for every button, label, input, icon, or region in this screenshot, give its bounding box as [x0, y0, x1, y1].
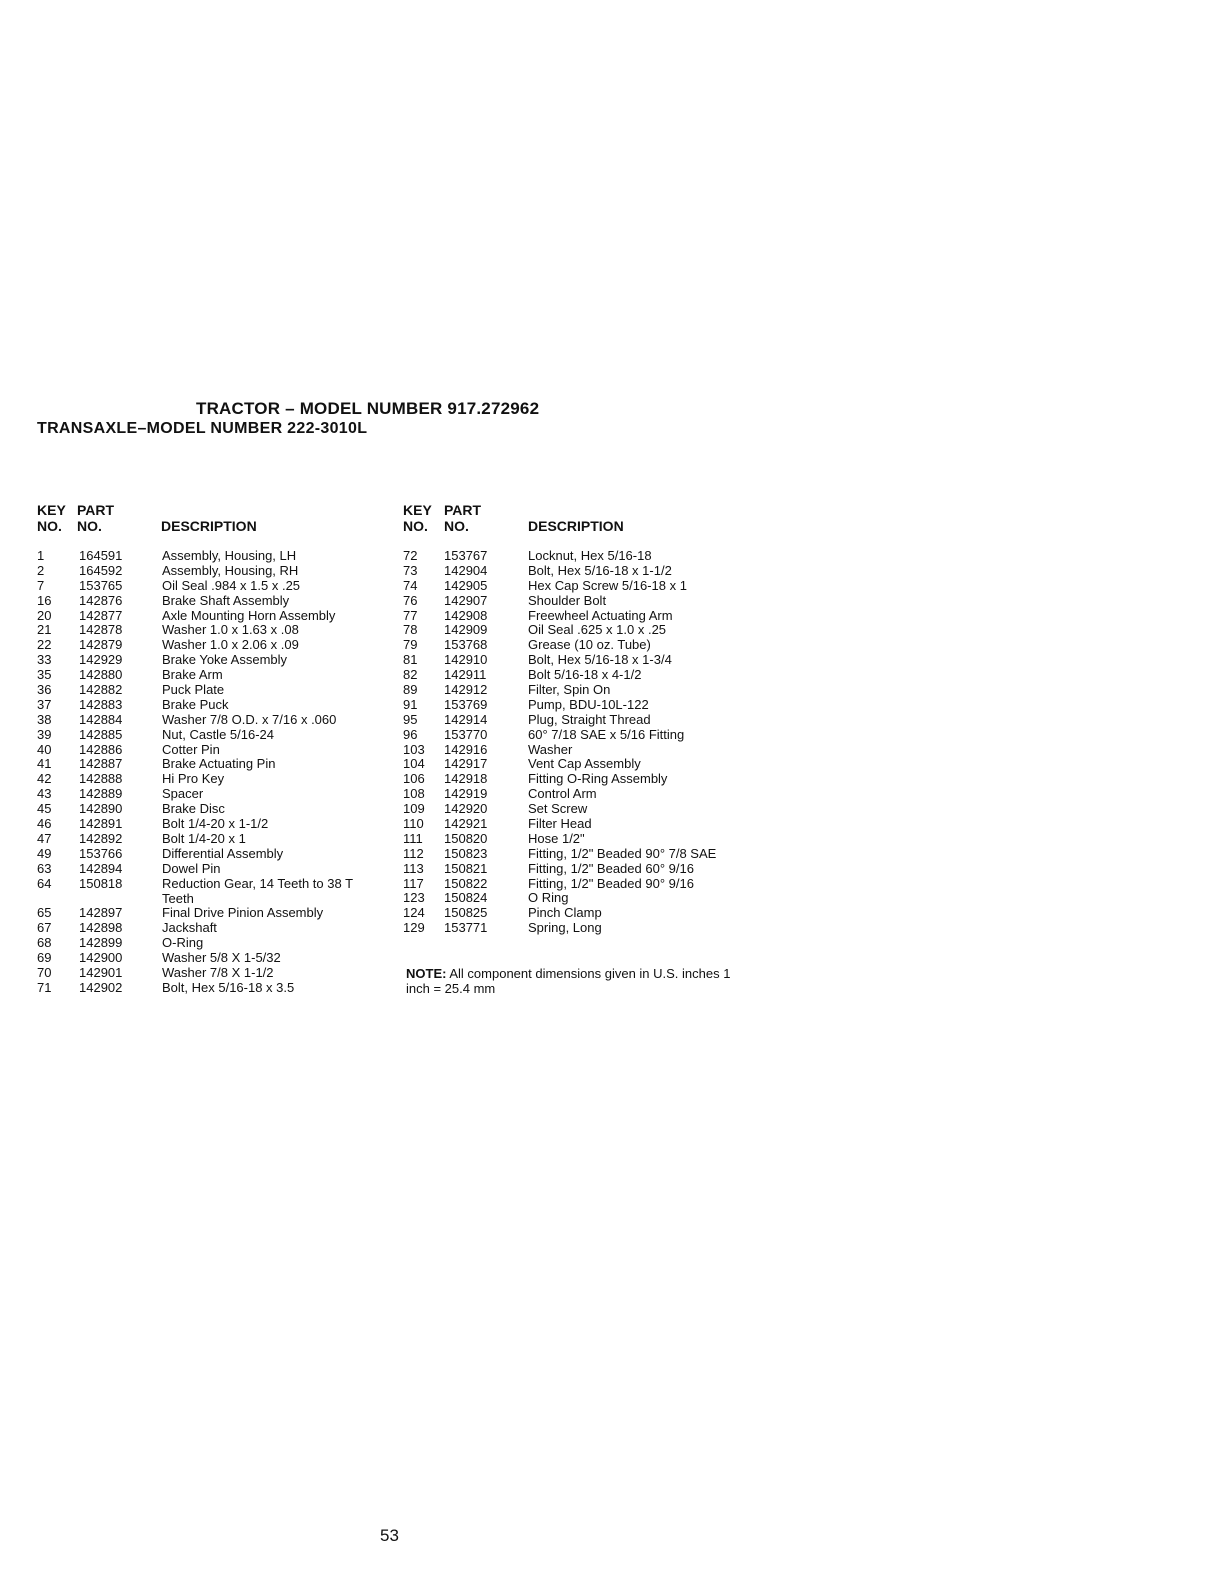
part-description: Jackshaft: [162, 920, 217, 936]
page-number: 53: [380, 1526, 399, 1545]
key-number: 124: [403, 905, 425, 921]
part-description: Control Arm: [528, 786, 597, 802]
key-number: 79: [403, 637, 418, 653]
note-text: All component dimensions given in U.S. inches 1 inch = 25.4 mm: [406, 966, 731, 996]
list-item: [403, 772, 748, 787]
part-number: 153766: [79, 845, 123, 861]
dimensions-note: [406, 966, 746, 996]
key-number: 45: [37, 801, 52, 817]
key-number: 38: [37, 711, 52, 727]
part-number: 150824: [444, 890, 488, 906]
list-item: [37, 638, 382, 653]
part-description: Bolt, Hex 5/16-18 x 1-1/2: [528, 562, 672, 578]
part-number: 142920: [444, 801, 488, 817]
list-item: [37, 579, 382, 594]
key-number: 112: [403, 845, 424, 861]
part-description: Fitting O-Ring Assembly: [528, 771, 668, 787]
part-description: Bolt 1/4-20 x 1: [162, 830, 246, 846]
list-item: [403, 787, 748, 802]
key-number: 39: [37, 726, 52, 742]
part-description: Fitting, 1/2" Beaded 90° 7/8 SAE: [528, 845, 717, 861]
part-number: 153769: [444, 696, 488, 712]
list-item: [37, 623, 382, 638]
key-number: 109: [403, 801, 425, 817]
key-number: 42: [37, 771, 52, 787]
list-item: [403, 862, 748, 877]
part-description: Brake Arm: [162, 667, 223, 683]
key-number: 46: [37, 816, 52, 832]
list-item: [37, 802, 382, 817]
part-description: Reduction Gear, 14 Teeth to 38 T Teeth: [162, 875, 353, 906]
key-number: 71: [37, 979, 52, 995]
part-description: Filter Head: [528, 816, 592, 832]
part-number: 142883: [79, 696, 123, 712]
part-number: 142904: [444, 562, 488, 578]
part-number: 150820: [444, 830, 488, 846]
list-item: [403, 817, 748, 832]
key-number: 96: [403, 726, 418, 742]
part-number: 142890: [79, 801, 123, 817]
part-description: Dowel Pin: [162, 860, 221, 876]
list-item: [37, 936, 382, 951]
key-number: 40: [37, 741, 52, 757]
part-number: 142905: [444, 577, 488, 593]
part-number: 142898: [79, 920, 123, 936]
part-number: 150821: [444, 860, 488, 876]
list-item: [403, 891, 748, 906]
key-number: 74: [403, 577, 418, 593]
part-description: Freewheel Actuating Arm: [528, 607, 673, 623]
list-item: [37, 713, 382, 728]
part-number: 142899: [79, 935, 123, 951]
key-number: 47: [37, 830, 52, 846]
part-number: 142909: [444, 622, 488, 638]
part-description: Pinch Clamp: [528, 905, 602, 921]
key-number: 69: [37, 950, 52, 966]
part-description: Fitting, 1/2" Beaded 60° 9/16: [528, 860, 694, 876]
part-number: 142907: [444, 592, 488, 608]
list-item: [403, 623, 748, 638]
part-number: 142877: [79, 607, 123, 623]
list-item: [37, 951, 382, 966]
part-description: Differential Assembly: [162, 845, 284, 861]
list-item: [403, 594, 748, 609]
part-description: Vent Cap Assembly: [528, 756, 641, 772]
left-description-header: DESCRIPTION: [161, 518, 257, 534]
part-number: 142914: [444, 711, 488, 727]
key-number: 123: [403, 890, 425, 906]
list-item: [37, 817, 382, 832]
part-number: 142897: [79, 905, 123, 921]
key-number: 41: [37, 756, 52, 772]
list-item: [37, 757, 382, 772]
list-item: [37, 847, 382, 862]
part-description: Puck Plate: [162, 682, 225, 698]
key-number: 65: [37, 905, 52, 921]
part-description: Final Drive Pinion Assembly: [162, 905, 324, 921]
list-item: [37, 683, 382, 698]
part-description: Nut, Castle 5/16-24: [162, 726, 275, 742]
part-number: 164592: [79, 562, 123, 578]
part-description: Brake Yoke Assembly: [162, 652, 288, 668]
list-item: [37, 549, 382, 564]
key-number: 1: [37, 548, 45, 563]
list-item: [37, 981, 382, 996]
part-description: Shoulder Bolt: [528, 592, 607, 608]
key-number: 68: [37, 935, 52, 951]
part-description: Bolt, Hex 5/16-18 x 3.5: [162, 979, 295, 995]
list-item: [403, 609, 748, 624]
part-number: 142902: [79, 979, 123, 995]
part-description: Locknut, Hex 5/16-18: [528, 548, 652, 563]
list-item: [37, 653, 382, 668]
list-item: [37, 564, 382, 579]
part-number: 142908: [444, 607, 488, 623]
part-number: 142921: [444, 816, 488, 832]
key-number: 108: [403, 786, 425, 802]
part-number: 142894: [79, 860, 123, 876]
part-number: 142888: [79, 771, 123, 787]
key-number: 73: [403, 562, 418, 578]
part-description: Washer 5/8 X 1-5/32: [162, 950, 281, 966]
key-number: 43: [37, 786, 52, 802]
part-description: Bolt, Hex 5/16-18 x 1-3/4: [528, 652, 672, 668]
list-item: [403, 579, 748, 594]
part-description: Bolt 5/16-18 x 4-1/2: [528, 667, 642, 683]
right-parts-list: [403, 549, 748, 936]
key-number: 63: [37, 860, 52, 876]
part-number: 142912: [444, 682, 488, 698]
list-item: [403, 877, 748, 892]
key-number: 106: [403, 771, 425, 787]
part-number: 142876: [79, 592, 123, 608]
key-number: 77: [403, 607, 418, 623]
list-item: [403, 832, 748, 847]
key-number: 104: [403, 756, 425, 772]
list-item: [403, 757, 748, 772]
part-number: 142916: [444, 741, 488, 757]
part-number: 142886: [79, 741, 123, 757]
part-description: Fitting, 1/2" Beaded 90° 9/16: [528, 875, 694, 891]
part-number: 142917: [444, 756, 488, 772]
part-description: Filter, Spin On: [528, 682, 611, 698]
list-item: [37, 921, 382, 936]
key-number: 111: [403, 830, 423, 846]
key-number: 22: [37, 637, 52, 653]
key-number: 129: [403, 920, 425, 936]
list-item: [37, 772, 382, 787]
part-description: Washer 1.0 x 2.06 x .09: [162, 637, 299, 653]
part-description: Washer 1.0 x 1.63 x .08: [162, 622, 299, 638]
part-number: 164591: [79, 548, 123, 563]
part-description: Spring, Long: [528, 920, 602, 936]
part-description: Assembly, Housing, RH: [162, 562, 299, 578]
part-description: Hose 1/2": [528, 830, 585, 846]
part-number: 142879: [79, 637, 123, 653]
part-description: Spacer: [162, 786, 204, 802]
key-number: 103: [403, 741, 425, 757]
part-description: Oil Seal .984 x 1.5 x .25: [162, 577, 301, 593]
part-description: Washer 7/8 O.D. x 7/16 x .060: [162, 711, 337, 727]
list-item: [37, 743, 382, 758]
list-item: [37, 698, 382, 713]
part-description: Grease (10 oz. Tube): [528, 637, 651, 653]
part-description: Set Screw: [528, 801, 588, 817]
part-number: 142891: [79, 816, 123, 832]
part-number: 150818: [79, 875, 123, 891]
key-number: 81: [403, 652, 418, 668]
key-number: 36: [37, 682, 52, 698]
part-number: 142901: [79, 964, 123, 980]
list-item: [403, 728, 748, 743]
key-number: 72: [403, 548, 418, 563]
left-part-header: PART NO.: [77, 502, 115, 534]
part-number: 142900: [79, 950, 123, 966]
list-item: [37, 668, 382, 683]
list-item: [37, 594, 382, 609]
key-number: 64: [37, 875, 52, 891]
part-number: 142878: [79, 622, 123, 638]
part-description: Washer: [528, 741, 573, 757]
part-number: 142911: [444, 667, 487, 683]
list-item: [37, 906, 382, 921]
part-number: 153771: [444, 920, 488, 936]
key-number: 113: [403, 860, 424, 876]
part-description: Axle Mounting Horn Assembly: [162, 607, 336, 623]
key-number: 7: [37, 577, 45, 593]
part-description: Brake Actuating Pin: [162, 756, 276, 772]
key-number: 89: [403, 682, 418, 698]
part-number: 150823: [444, 845, 488, 861]
key-number: 76: [403, 592, 418, 608]
key-number: 49: [37, 845, 52, 861]
part-number: 150822: [444, 875, 488, 891]
part-number: 142882: [79, 682, 123, 698]
part-description: O-Ring: [162, 935, 204, 951]
list-item: [403, 713, 748, 728]
list-item: [403, 743, 748, 758]
key-number: 37: [37, 696, 52, 712]
part-number: 142885: [79, 726, 123, 742]
part-description: Cotter Pin: [162, 741, 220, 757]
tractor-model-title: TRACTOR – MODEL NUMBER 917.272962: [196, 399, 540, 418]
key-number: 2: [37, 562, 45, 578]
part-description: Assembly, Housing, LH: [162, 548, 297, 563]
list-item: [403, 802, 748, 817]
list-item: [403, 638, 748, 653]
part-number: 142918: [444, 771, 488, 787]
left-parts-list: [37, 549, 382, 996]
part-description: Oil Seal .625 x 1.0 x .25: [528, 622, 667, 638]
list-item: [403, 847, 748, 862]
list-item: [37, 877, 382, 907]
part-number: 142884: [79, 711, 123, 727]
key-number: 20: [37, 607, 52, 623]
key-number: 16: [37, 592, 52, 608]
part-description: 60° 7/18 SAE x 5/16 Fitting: [528, 726, 685, 742]
part-number: 153770: [444, 726, 488, 742]
part-number: 150825: [444, 905, 488, 921]
right-key-header: KEY NO.: [403, 502, 432, 534]
part-description: Washer 7/8 X 1-1/2: [162, 964, 274, 980]
part-description: Brake Disc: [162, 801, 225, 817]
key-number: 70: [37, 964, 52, 980]
key-number: 117: [403, 875, 424, 891]
part-description: Plug, Straight Thread: [528, 711, 651, 727]
list-item: [37, 728, 382, 743]
list-item: [403, 683, 748, 698]
part-number: 142880: [79, 667, 123, 683]
part-number: 142910: [444, 652, 488, 668]
part-description: Bolt 1/4-20 x 1-1/2: [162, 816, 269, 832]
key-number: 91: [403, 696, 418, 712]
list-item: [403, 549, 748, 564]
part-number: 142892: [79, 830, 123, 846]
transaxle-model-title: TRANSAXLE–MODEL NUMBER 222-3010L: [37, 420, 368, 437]
part-number: 142919: [444, 786, 488, 802]
list-item: [403, 906, 748, 921]
part-description: Brake Shaft Assembly: [162, 592, 290, 608]
key-number: 33: [37, 652, 52, 668]
key-number: 35: [37, 667, 52, 683]
key-number: 82: [403, 667, 418, 683]
list-item: [37, 966, 382, 981]
left-key-header: KEY NO.: [37, 502, 66, 534]
part-number: 142889: [79, 786, 123, 802]
key-number: 67: [37, 920, 52, 936]
list-item: [403, 668, 748, 683]
part-number: 142887: [79, 756, 123, 772]
right-part-header: PART NO.: [444, 502, 482, 534]
list-item: [403, 698, 748, 713]
list-item: [37, 862, 382, 877]
part-description: Hi Pro Key: [162, 771, 225, 787]
part-description: Brake Puck: [162, 696, 229, 712]
part-description: Pump, BDU-10L-122: [528, 696, 649, 712]
part-description: O Ring: [528, 890, 569, 906]
part-number: 153768: [444, 637, 488, 653]
list-item: [403, 653, 748, 668]
list-item: [403, 921, 748, 936]
right-description-header: DESCRIPTION: [528, 518, 624, 534]
key-number: 95: [403, 711, 418, 727]
list-item: [37, 832, 382, 847]
key-number: 78: [403, 622, 418, 638]
part-number: 142929: [79, 652, 123, 668]
list-item: [37, 787, 382, 802]
list-item: [37, 609, 382, 624]
key-number: 110: [403, 816, 424, 832]
part-number: 153767: [444, 548, 488, 563]
list-item: [403, 564, 748, 579]
note-label: NOTE:: [406, 966, 447, 981]
key-number: 21: [37, 622, 52, 638]
part-number: 153765: [79, 577, 123, 593]
part-description: Hex Cap Screw 5/16-18 x 1: [528, 577, 687, 593]
